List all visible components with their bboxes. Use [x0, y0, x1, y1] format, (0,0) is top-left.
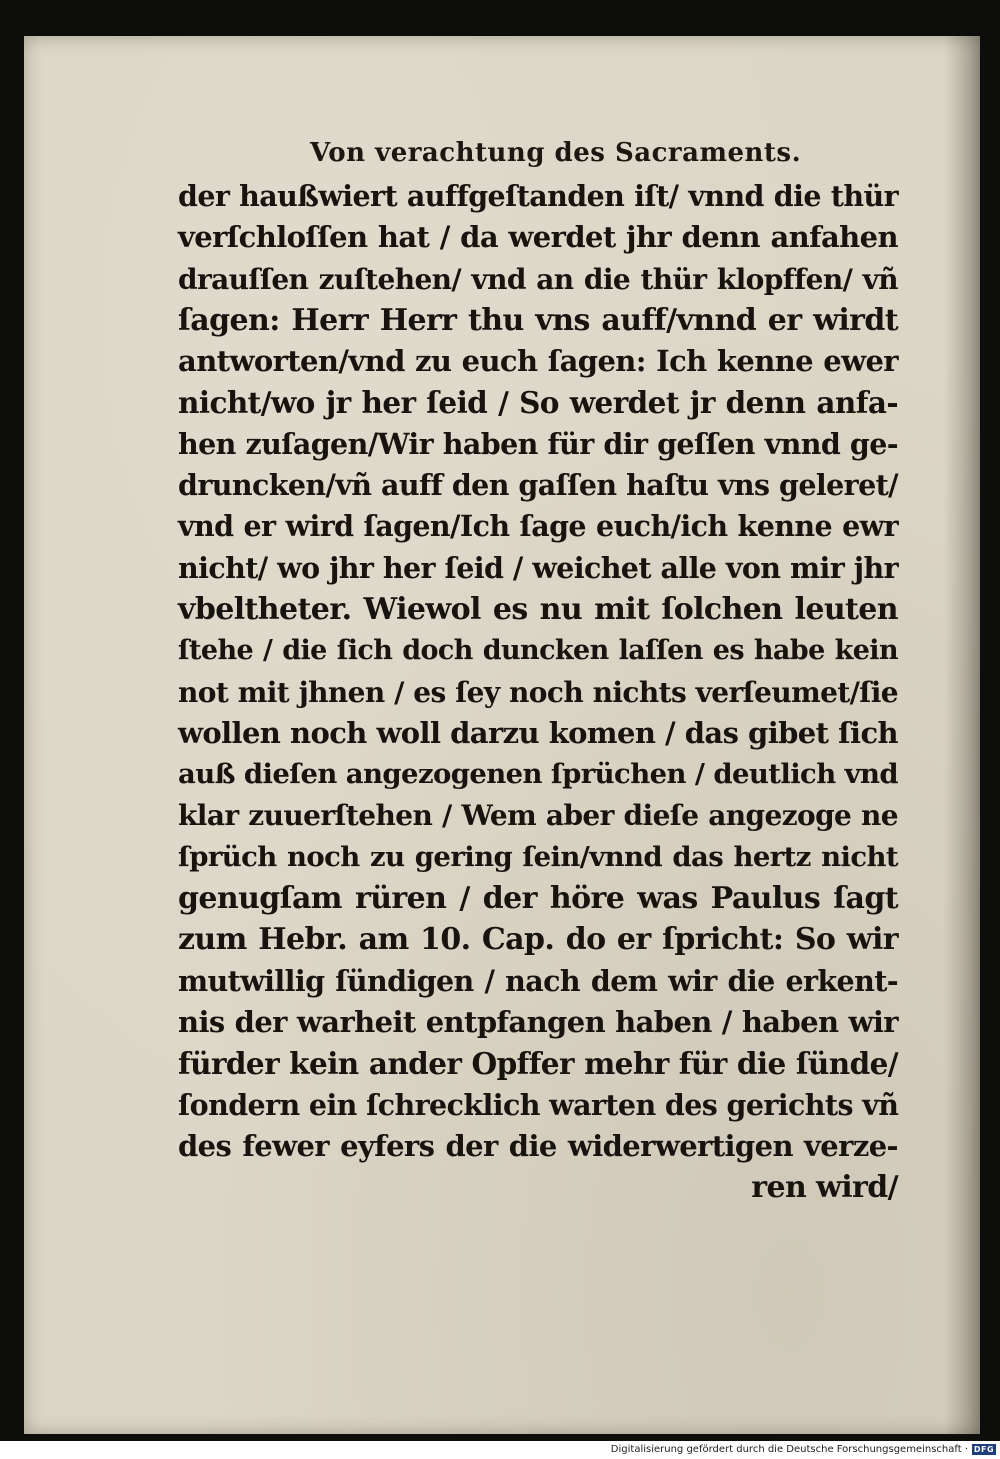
text-line-22: fürder kein ander Opffer mehr für die ſünde/: [178, 1046, 898, 1082]
text-line-17: ſprüch noch zu gering ſein/vnnd das hertz nicht: [178, 840, 898, 873]
text-line-12: ſtehe / die ſich doch duncken laſſen es habe kein: [178, 635, 898, 667]
text-line-8: druncken/vñ auff den gaſſen haſtu vns geleret/: [178, 468, 898, 503]
funding-credit: Digitalisierung gefördert durch die Deutsche Forschungsgemeinschaft ·: [610, 1444, 968, 1455]
dfg-logo: DFG: [973, 1445, 995, 1454]
text-line-11: vbeltheter. Wiewol es nu mit ſolchen leuten: [178, 591, 898, 627]
text-line-24: des fewer eyfers der die widerwertigen verze-: [178, 1128, 898, 1163]
text-line-16: klar zuuerſtehen / Wem aber dieſe angezoge ne: [178, 799, 898, 833]
text-line-15: auß dieſen angezogenen ſprüchen / deutlich vnd: [178, 758, 898, 791]
text-line-13: not mit jhnen / es ſey noch nichts verſeumet/ſie: [178, 675, 898, 709]
catchword-line: ren wird/: [751, 1170, 898, 1206]
text-line-3: drauſſen zuſtehen/ vnd an die thür klopffen/ vñ: [178, 262, 898, 296]
text-line-7: hen zuſagen/Wir haben für dir geſſen vnnd ge-: [178, 426, 898, 461]
text-line-20: mutwillig ſündigen / nach dem wir die erkent-: [178, 963, 898, 998]
text-line-19: zum Hebr. am 10. Cap. do er ſpricht: So wir: [178, 922, 898, 958]
text-line-23: ſondern ein ſchrecklich warten des gerichts vñ: [178, 1087, 899, 1122]
running-head: Von verachtung des Sacraments.: [310, 138, 802, 168]
text-line-5: antworten/vnd zu euch ſagen: Ich kenne ewer: [178, 344, 898, 379]
text-line-6: nicht/wo jr her ſeid / So werdet jr denn anfa-: [178, 385, 898, 421]
text-line-21: nis der warheit entpfangen haben / haben wir: [178, 1004, 898, 1039]
text-line-2: verſchloſſen hat / da werdet jhr denn anfahen: [178, 220, 898, 255]
text-line-9: vnd er wird ſagen/Ich ſage euch/ich kenne ewr: [178, 509, 898, 544]
text-line-18: genugſam rüren / der höre was Paulus ſagt: [178, 881, 898, 917]
text-line-14: wollen noch woll darzu komen / das gibet ſich: [178, 715, 898, 750]
text-line-1: der haußwiert auffgeſtanden iſt/ vnnd die thür: [178, 179, 898, 213]
text-line-4: ſagen: Herr Herr thu vns auff/vnnd er wirdt: [178, 302, 898, 338]
text-line-10: nicht/ wo jhr her ſeid / weichet alle von mir jhr: [178, 550, 898, 585]
body-text: [178, 176, 898, 1208]
gutter-shadow: [944, 36, 980, 1434]
